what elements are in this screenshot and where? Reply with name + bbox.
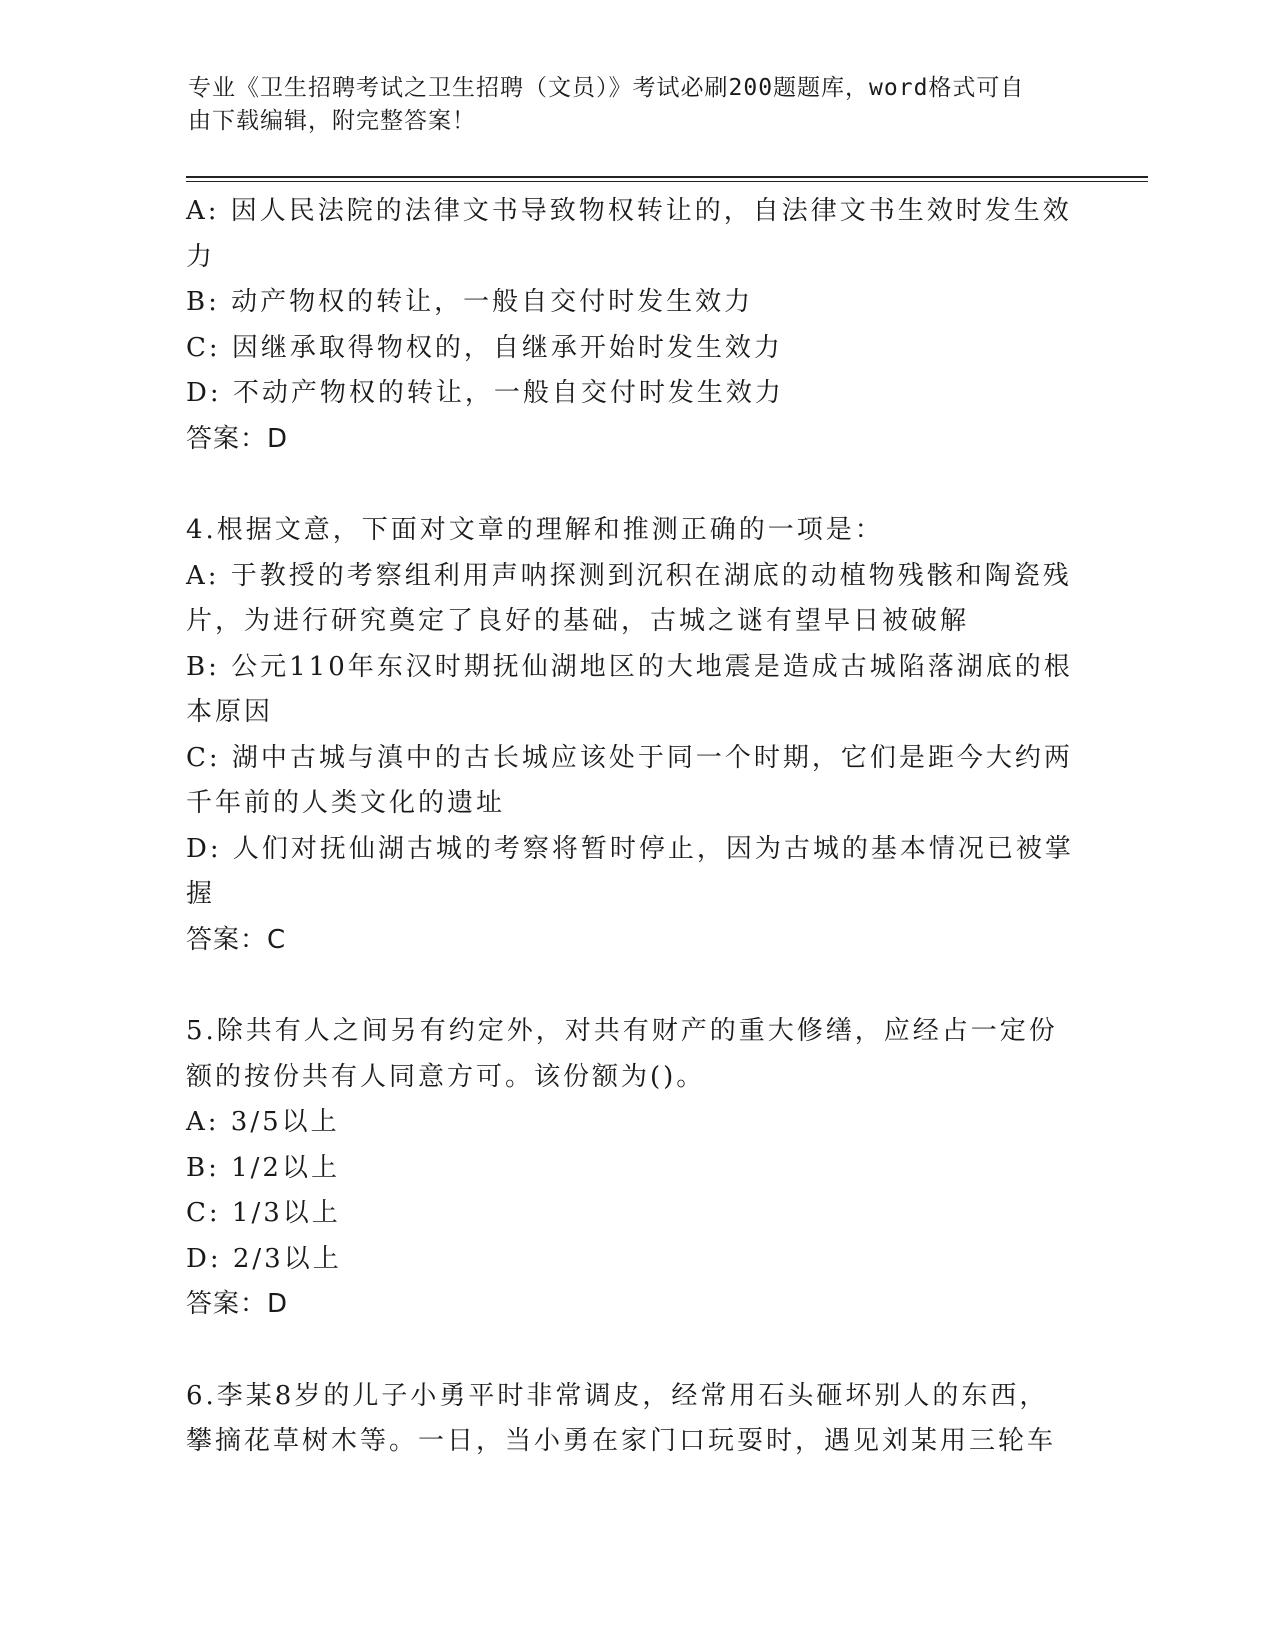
option-b: B: 动产物权的转让，一般自交付时发生效力	[186, 287, 754, 317]
option-c-line-2: 千年前的人类文化的遗址	[186, 788, 506, 818]
option-c-line-1: C: 湖中古城与滇中的古长城应该处于同一个时期，它们是距今大约两	[186, 742, 1073, 773]
option-c: C: 1/3以上	[186, 1198, 341, 1228]
document-body	[186, 189, 1076, 1465]
option-d: D: 不动产物权的转让，一般自交付时发生效力	[186, 378, 784, 408]
header-rule-thin	[186, 181, 1148, 182]
question-stem: 4.根据文意，下面对文章的理解和推测正确的一项是：	[186, 515, 884, 545]
question-stem-line-2: 额的按份共有人同意方可。该份额为()。	[186, 1061, 706, 1092]
option-b: B: 1/2以上	[186, 1152, 340, 1183]
question-stem-line-1: 5.除共有人之间另有约定外，对共有财产的重大修缮，应经占一定份	[186, 1016, 1058, 1046]
option-b-line-2: 本原因	[186, 697, 274, 727]
option-b-line-1: B: 公元110年东汉时期抚仙湖地区的大地震是造成古城陷落湖底的根	[186, 651, 1073, 682]
option-a-line-1: A: 于教授的考察组利用声呐探测到沉积在湖底的动植物残骸和陶瓷残	[186, 560, 1072, 591]
answer-line: 答案：C	[186, 924, 287, 955]
option-a-line-2: 力	[186, 241, 216, 272]
option-a: A: 3/5以上	[186, 1107, 340, 1137]
spacer	[186, 462, 1076, 508]
answer-line: 答案：D	[186, 423, 289, 454]
question-stem-line-1: 6.李某8岁的儿子小勇平时非常调皮，经常用石头砸坏别人的东西，	[186, 1380, 1049, 1411]
header-line-2: 由下载编辑，附完整答案！	[188, 108, 476, 134]
spacer	[186, 963, 1076, 1009]
question-block-3	[186, 189, 1076, 462]
option-d: D: 2/3以上	[186, 1243, 342, 1274]
question-block-6	[186, 1374, 1076, 1465]
option-a-line-2: 片，为进行研究奠定了良好的基础，古城之谜有望早日被破解	[186, 606, 970, 636]
question-stem-line-2: 攀摘花草树木等。一日，当小勇在家门口玩耍时，遇见刘某用三轮车	[186, 1426, 1057, 1456]
header-rule-thick	[186, 176, 1148, 178]
document-header	[188, 72, 1068, 138]
option-c: C: 因继承取得物权的，自继承开始时发生效力	[186, 332, 783, 363]
option-d-line-1: D: 人们对抚仙湖古城的考察将暂时停止，因为古城的基本情况已被掌	[186, 833, 1074, 864]
question-block-4	[186, 508, 1076, 963]
header-line-1: 专业《卫生招聘考试之卫生招聘（文员）》考试必刷200题题库，word格式可自	[188, 75, 1025, 101]
option-a-line-1: A: 因人民法院的法律文书导致物权转让的，自法律文书生效时发生效	[186, 196, 1072, 226]
spacer	[186, 1328, 1076, 1374]
answer-line: 答案：D	[186, 1289, 289, 1319]
question-block-5	[186, 1009, 1076, 1328]
option-d-line-2: 握	[186, 879, 216, 909]
